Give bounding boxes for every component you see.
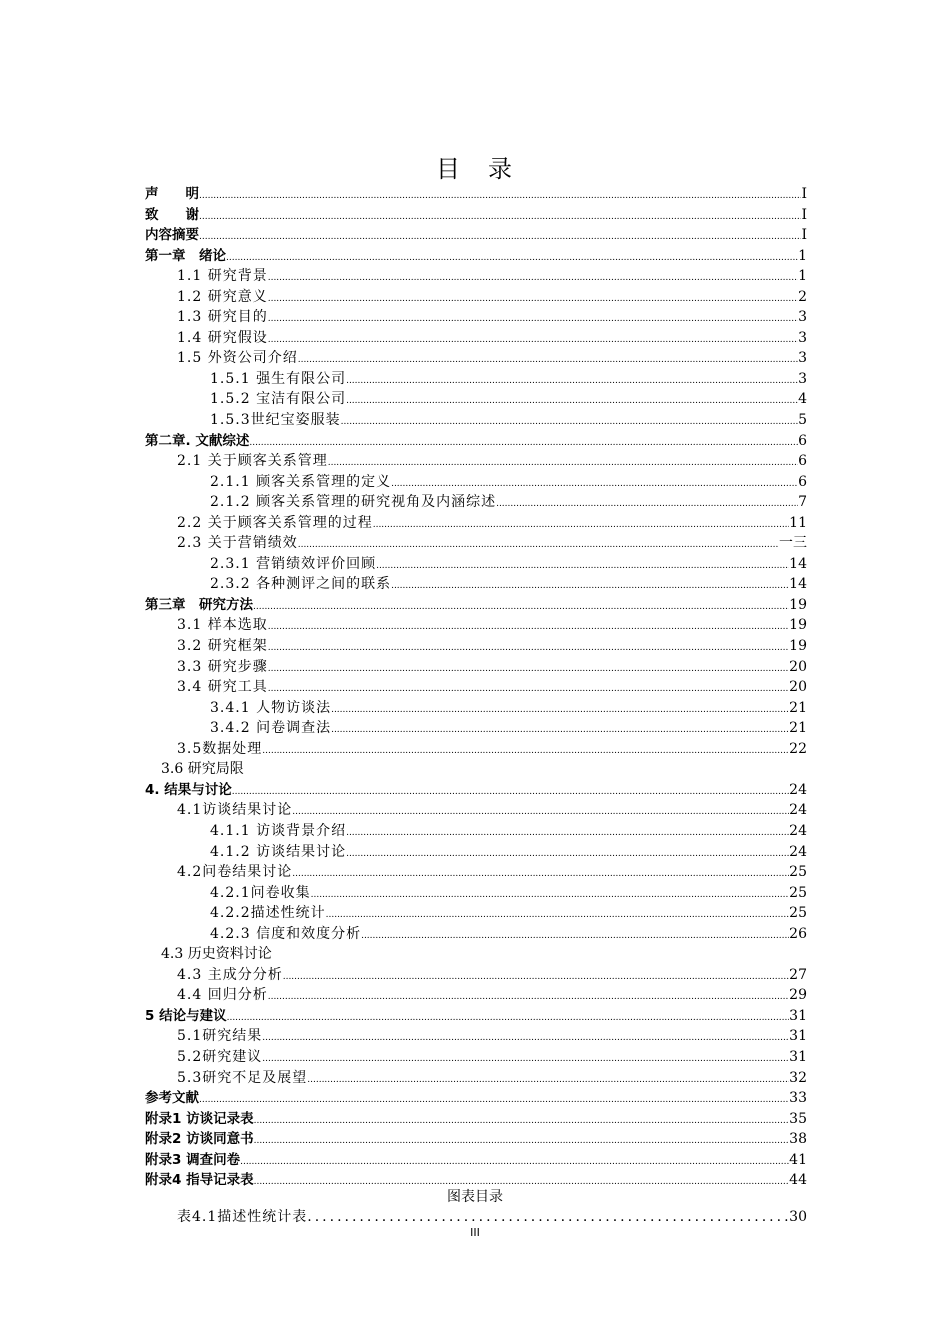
- toc-entry-label: 3.3 研究步骤: [177, 658, 268, 675]
- dot-leader: [307, 1206, 789, 1228]
- toc-entry-page: 5: [798, 412, 807, 429]
- toc-entry-label: 1.5.2 宝洁有限公司: [210, 391, 347, 408]
- toc-entry-page: 3: [798, 309, 807, 326]
- toc-entry-label: 附录4 指导记录表: [145, 1172, 254, 1189]
- toc-entry-page: 25: [789, 884, 807, 901]
- toc-entry-label: 3.1 样本选取: [177, 617, 268, 634]
- toc-entry[interactable]: [145, 780, 807, 801]
- dot-leader: [268, 289, 798, 310]
- toc-entry-page: I: [801, 206, 807, 223]
- toc-entry-label: 3.2 研究框架: [177, 638, 268, 655]
- toc-entry-label: 2.3.2 各种测评之间的联系: [210, 576, 392, 593]
- toc-entry[interactable]: [145, 184, 807, 205]
- toc-entry-page: 4: [798, 391, 807, 408]
- toc-entry[interactable]: [145, 698, 807, 719]
- toc-entry[interactable]: [145, 718, 807, 739]
- toc-entry-page: 21: [789, 720, 807, 737]
- toc-entry-label: 4.3 历史资料讨论: [161, 946, 272, 963]
- dot-leader: [307, 1070, 789, 1091]
- toc-entry[interactable]: [145, 1047, 807, 1068]
- toc-entry[interactable]: [145, 595, 807, 616]
- toc-entry-page: 3: [798, 370, 807, 387]
- toc-entry-label: 3.4 研究工具: [177, 679, 268, 696]
- toc-entry-label: 3.4.1 人物访谈法: [210, 699, 332, 716]
- toc-entry-label: 1.5.1 强生有限公司: [210, 370, 347, 387]
- toc-entry[interactable]: [145, 266, 807, 287]
- toc-entry-label: 2.1.1 顾客关系管理的定义: [210, 473, 392, 490]
- toc-entry-label: 1.2 研究意义: [177, 288, 268, 305]
- table-of-contents: [145, 184, 807, 1191]
- toc-entry-page: 24: [789, 802, 807, 819]
- toc-entry[interactable]: [145, 451, 807, 472]
- dot-leader: [292, 864, 789, 885]
- toc-entry-label: 3.5数据处理: [177, 740, 263, 757]
- toc-entry-page: 19: [789, 596, 807, 613]
- toc-entry-page: 33: [789, 1090, 807, 1107]
- toc-entry[interactable]: [145, 842, 807, 863]
- toc-entry-page: 14: [789, 555, 807, 572]
- toc-entry[interactable]: [145, 944, 807, 965]
- toc-entry[interactable]: [145, 348, 807, 369]
- dot-leader: [262, 1028, 789, 1049]
- dot-leader: [373, 515, 789, 536]
- toc-entry[interactable]: [145, 924, 807, 945]
- dot-leader: [331, 720, 789, 741]
- toc-entry-label: 1.5 外资公司介绍: [177, 350, 298, 367]
- dot-leader: [346, 823, 789, 844]
- dot-leader: [376, 556, 789, 577]
- dot-leader: [240, 1152, 789, 1173]
- toc-entry-page: 3: [798, 329, 807, 346]
- dot-leader: [346, 371, 798, 392]
- toc-entry-label: 1.3 研究目的: [177, 309, 268, 326]
- toc-entry[interactable]: [145, 1026, 807, 1047]
- dot-leader: [268, 679, 789, 700]
- dot-leader: [326, 905, 790, 926]
- toc-entry-page: 1: [798, 247, 807, 264]
- toc-entry[interactable]: [145, 903, 807, 924]
- toc-entry-page: 2: [798, 288, 807, 305]
- dot-leader: [346, 844, 789, 865]
- toc-entry[interactable]: [145, 225, 807, 246]
- toc-entry[interactable]: [145, 677, 807, 698]
- toc-entry-page: I: [801, 186, 807, 202]
- toc-entry[interactable]: [145, 1068, 807, 1089]
- toc-entry-label: 2.1 关于顾客关系管理: [177, 453, 328, 470]
- toc-entry[interactable]: [145, 1088, 807, 1109]
- dot-leader: [268, 268, 798, 289]
- toc-entry[interactable]: [145, 657, 807, 678]
- toc-entry-label: 声 明: [145, 186, 199, 202]
- dot-leader: [199, 186, 801, 207]
- toc-entry[interactable]: [145, 821, 807, 842]
- toc-entry[interactable]: [145, 883, 807, 904]
- toc-entry-page: 24: [789, 822, 807, 839]
- toc-entry[interactable]: [145, 800, 807, 821]
- toc-entry[interactable]: [145, 965, 807, 986]
- dot-leader: [268, 987, 789, 1008]
- toc-entry-page: 44: [789, 1172, 807, 1189]
- dot-leader: [253, 597, 789, 618]
- dot-leader: [227, 1008, 790, 1029]
- dot-leader: [361, 926, 789, 947]
- toc-entry-label: 3.6 研究局限: [161, 761, 244, 778]
- toc-entry[interactable]: [145, 1006, 807, 1027]
- dot-leader: [262, 741, 789, 762]
- toc-entry-label: 附录3 调查问卷: [145, 1151, 241, 1168]
- toc-entry-page: 3: [798, 350, 807, 367]
- toc-entry-page: 31: [789, 1028, 807, 1045]
- toc-entry[interactable]: [145, 328, 807, 349]
- dot-leader: [496, 494, 798, 515]
- dot-leader: [328, 453, 798, 474]
- dot-leader: [199, 227, 801, 248]
- toc-entry-page: 31: [789, 1007, 807, 1024]
- toc-entry-page: 11: [789, 514, 807, 531]
- toc-entry-label: 1.1 研究背景: [177, 268, 268, 285]
- toc-entry-page: 25: [789, 864, 807, 881]
- toc-entry-page: 31: [789, 1048, 807, 1065]
- dot-leader: [232, 782, 789, 803]
- toc-entry-page: 29: [789, 987, 807, 1004]
- toc-entry-label: 4. 结果与讨论: [145, 781, 232, 798]
- toc-entry[interactable]: [145, 739, 807, 760]
- toc-entry[interactable]: [145, 389, 807, 410]
- toc-entry[interactable]: [145, 1109, 807, 1130]
- page-number: III: [470, 1226, 480, 1239]
- dot-leader: [391, 576, 789, 597]
- toc-entry-label: 5 结论与建议: [145, 1007, 227, 1024]
- toc-entry-label: 附录1 访谈记录表: [145, 1110, 254, 1127]
- toc-entry-page: 一三: [779, 535, 807, 552]
- toc-entry[interactable]: [145, 862, 807, 883]
- toc-entry[interactable]: [145, 205, 807, 226]
- toc-entry-label: 5.2研究建议: [177, 1048, 263, 1065]
- toc-entry-label: 4.1访谈结果讨论: [177, 802, 293, 819]
- toc-entry-label: 4.2.1问卷收集: [210, 884, 311, 901]
- dot-leader: [226, 248, 798, 269]
- toc-entry-label: 4.1.2 访谈结果讨论: [210, 843, 347, 860]
- figure-entry-page: 30: [789, 1209, 807, 1225]
- toc-entry[interactable]: [145, 472, 807, 493]
- toc-entry[interactable]: [145, 615, 807, 636]
- toc-entry-label: 第三章 研究方法: [145, 596, 253, 613]
- toc-entry-page: 19: [789, 638, 807, 655]
- toc-entry-label: 4.3 主成分分析: [177, 966, 283, 983]
- toc-entry[interactable]: [145, 246, 807, 267]
- toc-entry[interactable]: [145, 1150, 807, 1171]
- figure-entry-label: 表4.1描述性统计表: [177, 1209, 308, 1225]
- toc-entry[interactable]: [145, 492, 807, 513]
- toc-entry[interactable]: [145, 554, 807, 575]
- toc-entry-page: 1: [798, 268, 807, 285]
- toc-entry[interactable]: [145, 985, 807, 1006]
- toc-entry-label: 致 谢: [145, 206, 199, 223]
- dot-leader: [249, 433, 798, 454]
- toc-entry-page: 24: [789, 843, 807, 860]
- toc-entry-label: 5.1研究结果: [177, 1028, 263, 1045]
- dot-leader: [199, 1090, 789, 1111]
- dot-leader: [268, 659, 789, 680]
- toc-entry-page: 32: [789, 1069, 807, 1086]
- toc-entry-label: 2.3 关于营销绩效: [177, 535, 298, 552]
- dot-leader: [262, 1049, 789, 1070]
- toc-entry-page: 38: [789, 1131, 807, 1148]
- dot-leader: [268, 617, 789, 638]
- toc-entry[interactable]: [145, 410, 807, 431]
- dot-leader: [292, 802, 789, 823]
- toc-entry-page: 14: [789, 576, 807, 593]
- dot-leader: [346, 391, 798, 412]
- toc-entry-page: 6: [798, 453, 807, 470]
- toc-entry-page: 6: [798, 473, 807, 490]
- dot-leader: [268, 638, 789, 659]
- figure-entry[interactable]: [177, 1206, 807, 1228]
- toc-entry-page: 27: [789, 966, 807, 983]
- toc-entry-label: 4.2.2描述性统计: [210, 905, 326, 922]
- toc-entry-label: 1.5.3世纪宝姿服装: [210, 412, 341, 429]
- dot-leader: [268, 330, 798, 351]
- toc-entry[interactable]: [145, 287, 807, 308]
- toc-entry-page: 41: [789, 1151, 807, 1168]
- toc-entry[interactable]: [145, 307, 807, 328]
- dot-leader: [254, 1111, 790, 1132]
- dot-leader: [254, 1131, 790, 1152]
- toc-entry-label: 5.3研究不足及展望: [177, 1069, 308, 1086]
- toc-entry-page: 24: [789, 781, 807, 798]
- dot-leader: [199, 207, 801, 228]
- toc-entry[interactable]: [145, 513, 807, 534]
- toc-entry[interactable]: [145, 431, 807, 452]
- toc-entry-page: 20: [789, 679, 807, 696]
- toc-entry-label: 2.2 关于顾客关系管理的过程: [177, 514, 373, 531]
- toc-entry[interactable]: [145, 759, 807, 780]
- dot-leader: [298, 535, 779, 556]
- toc-entry-page: 22: [789, 740, 807, 757]
- toc-entry-page: 35: [789, 1110, 807, 1127]
- dot-leader: [311, 885, 790, 906]
- toc-entry-label: 4.4 回归分析: [177, 987, 268, 1004]
- toc-entry[interactable]: [145, 1129, 807, 1150]
- figures-title: 图表目录: [447, 1189, 503, 1205]
- toc-entry-label: 3.4.2 问卷调查法: [210, 720, 332, 737]
- toc-entry[interactable]: [145, 636, 807, 657]
- toc-entry-page: 7: [798, 494, 807, 511]
- page-title: 目 录: [436, 155, 514, 183]
- toc-entry-page: 20: [789, 658, 807, 675]
- toc-entry-page: I: [801, 227, 807, 244]
- toc-entry-label: 4.1.1 访谈背景介绍: [210, 822, 347, 839]
- toc-entry-label: 第二章. 文献综述: [145, 432, 250, 449]
- toc-entry-label: 附录2 访谈同意书: [145, 1131, 254, 1148]
- dot-leader: [341, 412, 798, 433]
- toc-entry-page: 21: [789, 699, 807, 716]
- toc-entry-page: 6: [798, 432, 807, 449]
- toc-entry-label: 内容摘要: [145, 227, 199, 244]
- dot-leader: [298, 350, 798, 371]
- toc-entry-label: 2.1.2 顾客关系管理的研究视角及内涵综述: [210, 494, 497, 511]
- toc-entry-page: 26: [789, 925, 807, 942]
- toc-entry-label: 参考文献: [145, 1090, 199, 1107]
- dot-leader: [268, 309, 798, 330]
- toc-entry-label: 4.2.3 信度和效度分析: [210, 925, 362, 942]
- toc-entry-label: 4.2问卷结果讨论: [177, 864, 293, 881]
- dot-leader: [391, 474, 798, 495]
- toc-entry-label: 2.3.1 营销绩效评价回顾: [210, 555, 377, 572]
- toc-entry-page: 25: [789, 905, 807, 922]
- toc-entry-label: 第一章 绪论: [145, 247, 226, 264]
- toc-entry-page: 19: [789, 617, 807, 634]
- toc-entry-label: 1.4 研究假设: [177, 329, 268, 346]
- toc-entry[interactable]: [145, 533, 807, 554]
- toc-entry[interactable]: [145, 369, 807, 390]
- toc-entry[interactable]: [145, 574, 807, 595]
- dot-leader: [283, 967, 789, 988]
- dot-leader: [331, 700, 789, 721]
